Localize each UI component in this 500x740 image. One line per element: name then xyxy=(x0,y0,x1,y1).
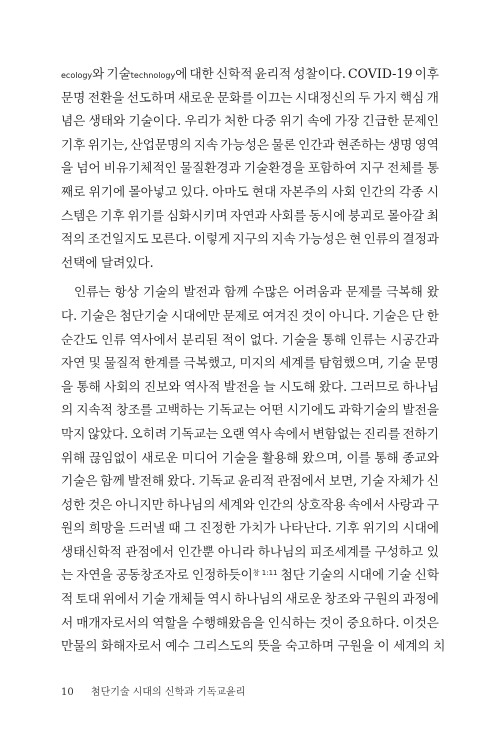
text-line: 생태신학적 관점에서 인간뿐 아니라 하나님의 피조세계를 구성하고 있 xyxy=(61,543,439,559)
text-line: 념은 생태와 기술이다. 우리가 처한 다중 위기 속에 가장 긴급한 문제인 xyxy=(61,113,439,129)
text-line: 선택에 달려있다. xyxy=(61,254,154,270)
text-line: 자연 및 물질적 한계를 극복했고, 미지의 세계를 탐험했으며, 기술 문명 xyxy=(61,355,439,371)
text-line: 는 자연을 공동창조자로 인정하듯이$^{창 1:11}$ 첨단 기술의 시대에 기술 신학 xyxy=(61,567,439,583)
running-title: 첨단기술 시대의 신학과 기독교윤리 xyxy=(90,687,246,698)
paragraph-2 xyxy=(61,280,446,658)
text-line: 만물의 화해자로서 예수 그리스도의 뜻을 숙고하며 구원을 이 세계의 치 xyxy=(61,638,446,654)
text-line: 다. 기술은 첨단기술 시대에만 문제로 여겨진 것이 아니다. 기술은 단 한 xyxy=(61,307,439,323)
text-line: 적 토대 위에서 기술 개체들 역시 하나님의 새로운 창조와 구원의 과정에 xyxy=(61,591,439,607)
page-footer xyxy=(61,683,245,698)
text-line: 기술은 함께 발전해 왔다. 기독교 윤리적 관점에서 보면, 기술 자체가 신 xyxy=(61,473,439,489)
body-text xyxy=(61,62,446,658)
text-line: 스템은 기후 위기를 심화시키며 자연과 사회를 동시에 붕괴로 몰아갈 최 xyxy=(61,207,439,223)
text-line: 인류는 항상 기술의 발전과 함께 수많은 어려움과 문제를 극복해 왔 xyxy=(74,284,439,300)
text-line: 의 지속적 창조를 고백하는 기독교는 어떤 시기에도 과학기술의 발전을 xyxy=(61,402,439,418)
text-line: 째로 위기에 몰아넣고 있다. 아마도 현대 자본주의 사회 인간의 각종 시 xyxy=(61,183,439,199)
text-line: 기후 위기는, 산업문명의 지속 가능성은 물론 인간과 현존하는 생명 영역 xyxy=(61,136,439,152)
text-line: 성한 것은 아니지만 하나님의 세계와 인간의 상호작용 속에서 사랑과 구 xyxy=(61,496,439,512)
text-line: 을 넘어 비유기체적인 물질환경과 기술환경을 포함하여 지구 전체를 통 xyxy=(61,160,439,176)
text-line: 서 매개자로서의 역할을 수행해왔음을 인식하는 것이 중요하다. 이것은 xyxy=(61,614,439,630)
page-number: 10 xyxy=(61,687,74,698)
text-line: 적의 조건일지도 모른다. 이렇게 지구의 지속 가능성은 현 인류의 결정과 xyxy=(61,231,439,247)
paragraph-1 xyxy=(61,62,439,280)
text-line: 원의 희망을 드러낼 때 그 진정한 가치가 나타난다. 기후 위기의 시대에 xyxy=(61,520,439,536)
text-line: 문명 전환을 선도하며 새로운 문화를 이끄는 시대정신의 두 가지 핵심 개 xyxy=(61,89,439,105)
text-line: 위해 끊임없이 새로운 미디어 기술을 활용해 왔으며, 이를 통해 종교와 xyxy=(61,449,439,465)
text-line: 순간도 인류 역사에서 분리된 적이 없다. 기술을 통해 인류는 시공간과 xyxy=(61,331,439,347)
text-line: ecology와 기술technology에 대한 신학적 윤리적 성찰이다. COVID-19 이후 xyxy=(61,66,439,81)
text-line: 막지 않았다. 오히려 기독교는 오랜 역사 속에서 변함없는 진리를 전하기 xyxy=(61,425,439,441)
text-line: 을 통해 사회의 진보와 역사적 발전을 늘 시도해 왔다. 그러므로 하나님 xyxy=(61,378,439,394)
